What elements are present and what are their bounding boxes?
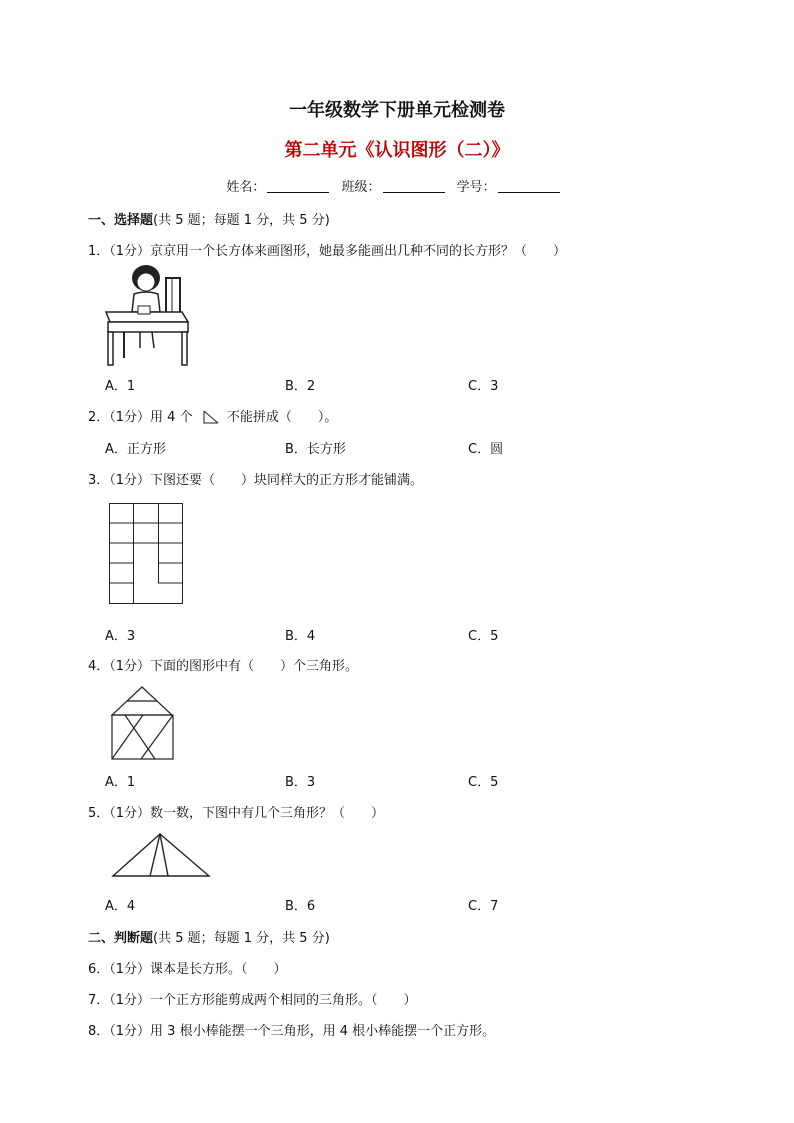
option-a[interactable]: A．3 — [105, 629, 136, 644]
unit-subtitle: 第二单元《认识图形（二）》 — [284, 140, 510, 161]
option-b[interactable]: B．2 — [285, 379, 316, 394]
name-label: 姓名： — [226, 180, 266, 195]
page-title: 一年级数学下册单元检测卷 — [289, 100, 505, 121]
question-number: 6． — [88, 962, 110, 977]
question-number: 8． — [88, 1024, 110, 1039]
option-c[interactable]: C．7 — [468, 899, 499, 914]
question-number: 5． — [88, 806, 110, 821]
option-b[interactable]: B．4 — [285, 629, 316, 644]
girl-drawing-at-desk-illustration — [100, 262, 190, 366]
section-heading-choice — [88, 209, 330, 228]
name-blank[interactable] — [267, 179, 329, 193]
question-text-after: 不能拼成（ ）。 — [226, 410, 338, 425]
question-text: （1分）京京用一个长方体来画图形，她最多能画出几种不同的长方形？（ ） — [109, 244, 567, 259]
square-tiling-figure — [109, 503, 183, 604]
class-label: 班级： — [341, 180, 381, 195]
question-number: 1． — [88, 244, 110, 259]
option-b[interactable]: B．6 — [285, 899, 316, 914]
question-text: （1分）下面的图形中有（ ）个三角形。 — [109, 659, 359, 674]
section-heading-judgement — [88, 927, 330, 946]
id-label: 学号： — [456, 180, 496, 195]
question-4 — [88, 655, 358, 674]
question-5 — [88, 802, 384, 821]
right-triangle-icon — [201, 410, 219, 424]
question-text: （1分）下图还要（ ）块同样大的正方形才能铺满。 — [109, 473, 424, 488]
question-number: 3． — [88, 473, 110, 488]
section-meta: (共 5 题；每题 1 分，共 5 分) — [153, 931, 330, 946]
option-a[interactable]: A．1 — [105, 379, 136, 394]
question-number: 4． — [88, 659, 110, 674]
question-text: （1分）用 3 根小棒能摆一个三角形，用 4 根小棒能摆一个正方形。 — [109, 1024, 496, 1039]
option-c[interactable]: C．圆 — [468, 442, 504, 457]
option-c[interactable]: C．5 — [468, 629, 499, 644]
triangle-count-figure — [112, 833, 210, 878]
question-text: （1分）数一数，下图中有几个三角形？（ ） — [109, 806, 385, 821]
option-a[interactable]: A．4 — [105, 899, 136, 914]
option-a[interactable]: A．1 — [105, 775, 136, 790]
question-number: 7． — [88, 993, 110, 1008]
option-b[interactable]: B．3 — [285, 775, 316, 790]
option-c[interactable]: C．3 — [468, 379, 499, 394]
question-7 — [88, 989, 417, 1008]
question-1 — [88, 240, 566, 259]
student-info-row — [0, 176, 794, 195]
option-b[interactable]: B．长方形 — [285, 442, 346, 457]
section-label: 一、选择题 — [88, 213, 154, 228]
house-triangles-figure — [111, 686, 177, 761]
option-a[interactable]: A．正方形 — [105, 442, 166, 457]
id-blank[interactable] — [498, 179, 560, 193]
section-meta: (共 5 题；每题 1 分，共 5 分) — [153, 213, 330, 228]
section-label: 二、判断题 — [88, 931, 154, 946]
question-6 — [88, 958, 287, 977]
question-3 — [88, 469, 423, 488]
question-text: （1分）一个正方形能剪成两个相同的三角形。（ ） — [109, 993, 417, 1008]
question-number: 2． — [88, 410, 110, 425]
class-blank[interactable] — [383, 179, 445, 193]
question-2 — [88, 406, 337, 425]
option-c[interactable]: C．5 — [468, 775, 499, 790]
question-text-before: （1分）用 4 个 — [109, 410, 193, 425]
question-text: （1分）课本是长方形。（ ） — [109, 962, 287, 977]
question-8 — [88, 1020, 495, 1039]
